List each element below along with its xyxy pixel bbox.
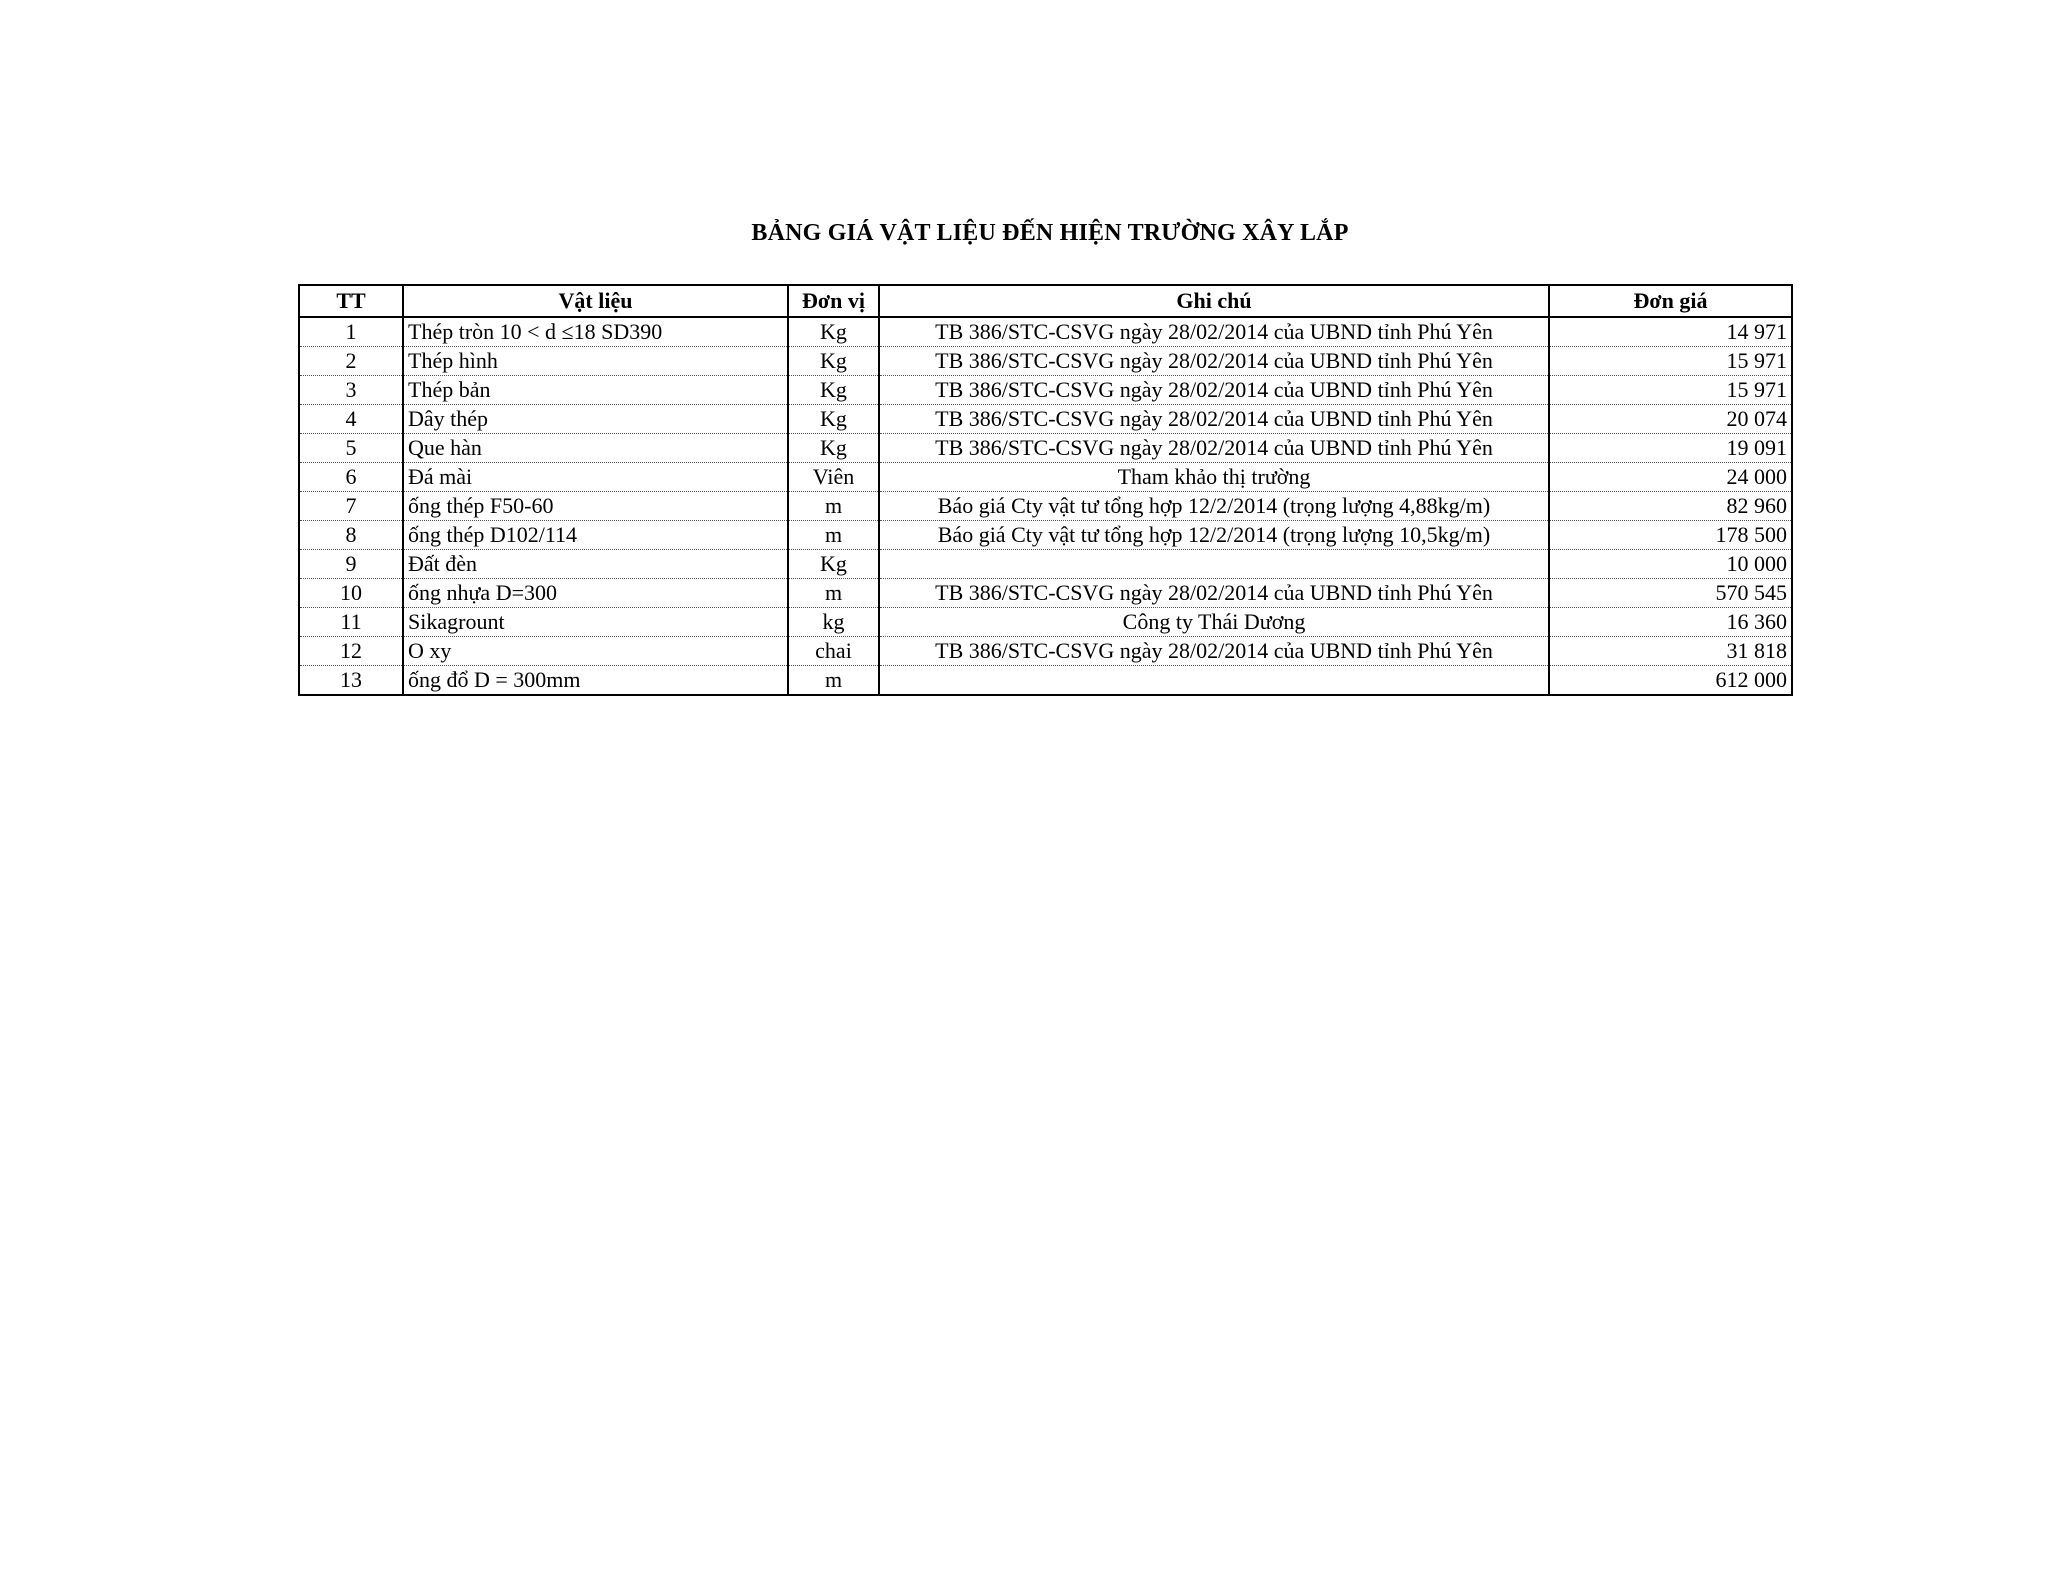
cell-unit: Kg [788,405,879,434]
table-row [299,521,1792,550]
cell-price: 19 091 [1549,434,1792,463]
cell-material: Đá mài [403,463,788,492]
cell-note: Báo giá Cty vật tư tổng hợp 12/2/2014 (trọng lượng 10,5kg/m) [879,521,1549,550]
header-material: Vật liệu [403,285,788,317]
cell-note: TB 386/STC-CSVG ngày 28/02/2014 của UBND tỉnh Phú Yên [879,376,1549,405]
cell-price: 31 818 [1549,637,1792,666]
cell-tt: 12 [299,637,403,666]
cell-material: Thép hình [403,347,788,376]
table-row [299,317,1792,347]
cell-material: ống thép F50-60 [403,492,788,521]
header-unit: Đơn vị [788,285,879,317]
header-tt: TT [299,285,403,317]
cell-price: 570 545 [1549,579,1792,608]
cell-tt: 6 [299,463,403,492]
cell-price: 15 971 [1549,376,1792,405]
cell-tt: 13 [299,666,403,696]
cell-material: O xy [403,637,788,666]
header-note: Ghi chú [879,285,1549,317]
table-row [299,637,1792,666]
cell-unit: Viên [788,463,879,492]
cell-unit: Kg [788,347,879,376]
cell-price: 82 960 [1549,492,1792,521]
cell-price: 16 360 [1549,608,1792,637]
cell-tt: 8 [299,521,403,550]
table-row [299,463,1792,492]
header-price: Đơn giá [1549,285,1792,317]
cell-price: 20 074 [1549,405,1792,434]
cell-unit: m [788,666,879,696]
cell-tt: 9 [299,550,403,579]
cell-price: 15 971 [1549,347,1792,376]
table-row [299,376,1792,405]
cell-unit: Kg [788,317,879,347]
cell-tt: 5 [299,434,403,463]
cell-tt: 10 [299,579,403,608]
cell-note: TB 386/STC-CSVG ngày 28/02/2014 của UBND tỉnh Phú Yên [879,579,1549,608]
cell-material: Đất đèn [403,550,788,579]
cell-note: Tham khảo thị trường [879,463,1549,492]
cell-note [879,550,1549,579]
table-row [299,492,1792,521]
cell-price: 14 971 [1549,317,1792,347]
cell-unit: Kg [788,434,879,463]
table-row [299,666,1792,696]
table-row [299,608,1792,637]
cell-price: 10 000 [1549,550,1792,579]
cell-unit: m [788,579,879,608]
cell-tt: 7 [299,492,403,521]
table-row [299,579,1792,608]
table-header-row [299,285,1792,317]
cell-unit: chai [788,637,879,666]
cell-material: ống nhựa D=300 [403,579,788,608]
cell-material: Que hàn [403,434,788,463]
cell-material: Dây thép [403,405,788,434]
cell-tt: 4 [299,405,403,434]
cell-unit: m [788,521,879,550]
cell-price: 178 500 [1549,521,1792,550]
cell-note: TB 386/STC-CSVG ngày 28/02/2014 của UBND tỉnh Phú Yên [879,405,1549,434]
page-title: BẢNG GIÁ VẬT LIỆU ĐẾN HIỆN TRƯỜNG XÂY LẮP [751,220,1349,246]
cell-material: ống thép D102/114 [403,521,788,550]
cell-material: ống đổ D = 300mm [403,666,788,696]
cell-material: Thép bản [403,376,788,405]
cell-note: Báo giá Cty vật tư tổng hợp 12/2/2014 (trọng lượng 4,88kg/m) [879,492,1549,521]
cell-tt: 11 [299,608,403,637]
cell-note: TB 386/STC-CSVG ngày 28/02/2014 của UBND tỉnh Phú Yên [879,637,1549,666]
table-row [299,347,1792,376]
cell-unit: Kg [788,376,879,405]
cell-unit: m [788,492,879,521]
cell-price: 612 000 [1549,666,1792,696]
cell-material: Sikagrount [403,608,788,637]
cell-price: 24 000 [1549,463,1792,492]
table-row [299,550,1792,579]
cell-material: Thép tròn 10 < d ≤18 SD390 [403,317,788,347]
cell-note: Công ty Thái Dương [879,608,1549,637]
cell-tt: 2 [299,347,403,376]
table-row [299,434,1792,463]
cell-tt: 3 [299,376,403,405]
cell-unit: kg [788,608,879,637]
cell-note: TB 386/STC-CSVG ngày 28/02/2014 của UBND tỉnh Phú Yên [879,317,1549,347]
cell-note: TB 386/STC-CSVG ngày 28/02/2014 của UBND tỉnh Phú Yên [879,347,1549,376]
table-row [299,405,1792,434]
cell-unit: Kg [788,550,879,579]
cell-note [879,666,1549,696]
cell-tt: 1 [299,317,403,347]
cell-note: TB 386/STC-CSVG ngày 28/02/2014 của UBND tỉnh Phú Yên [879,434,1549,463]
price-table [298,284,1793,696]
